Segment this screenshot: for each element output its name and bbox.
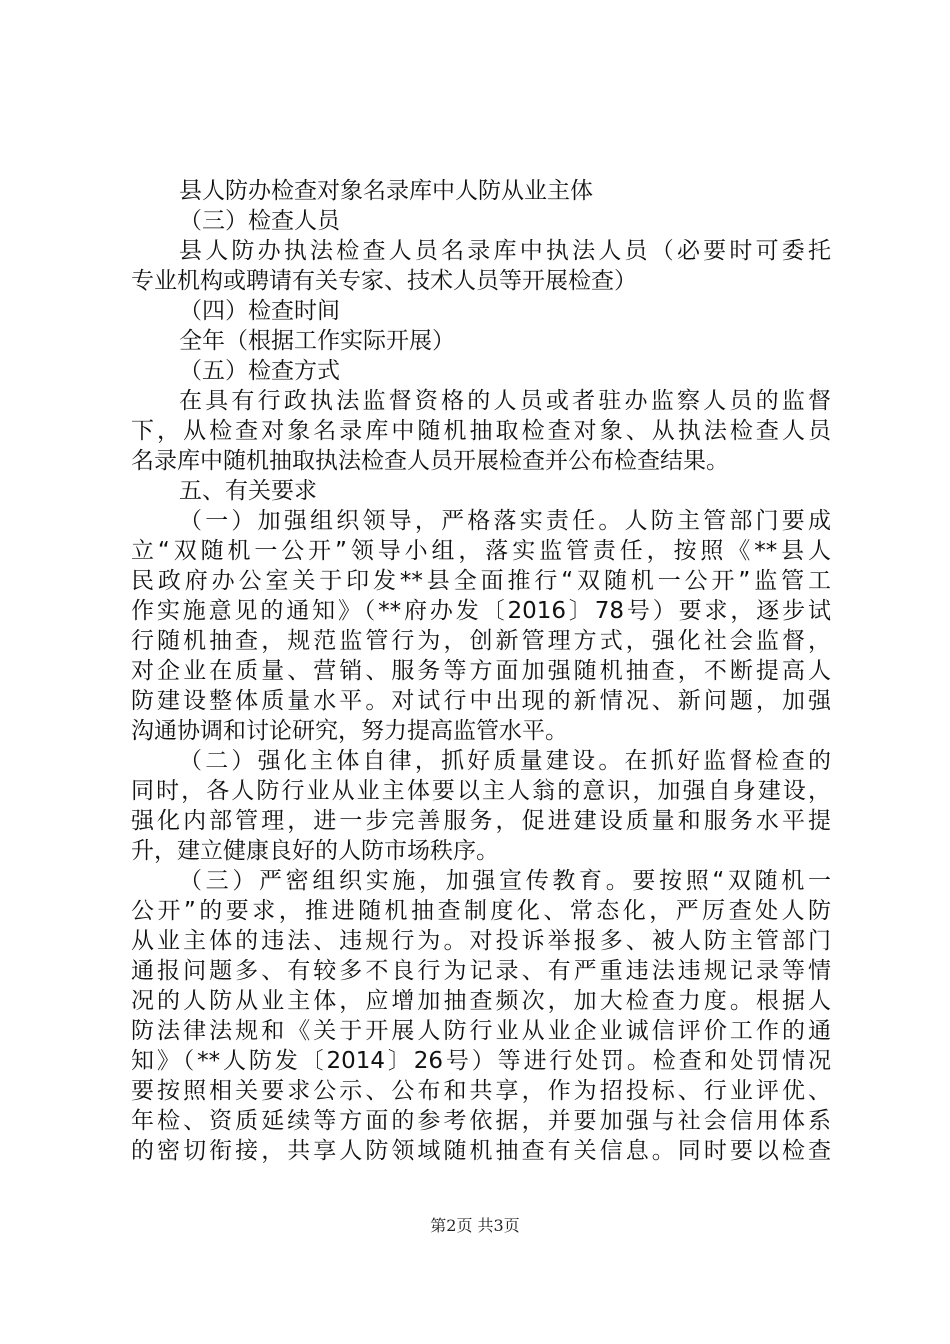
text-line: 民政府办公室关于印发**县全面推行“双随机一公开”监管工 (131, 568, 831, 594)
text-line: 全年（根据工作实际开展） (179, 328, 455, 354)
text-line: （五）检查方式 (179, 358, 340, 384)
text-line: 强化内部管理，进一步完善服务，促进建设质量和服务水平提 (131, 808, 831, 834)
text-line: 防法律法规和《关于开展人防行业从业企业诚信评价工作的通 (131, 1018, 831, 1044)
text-line: 县人防办执法检查人员名录库中执法人员（必要时可委托 (179, 238, 831, 264)
text-line: 知》（**人防发〔2014〕26号）等进行处罚。检查和处罚情况 (131, 1048, 831, 1074)
page-footer: 第2页 共3页 (430, 1216, 520, 1235)
text-line: 对企业在质量、营销、服务等方面加强随机抽查，不断提高人 (131, 658, 831, 684)
text-line: 行随机抽查，规范监管行为，创新管理方式，强化社会监督， (131, 628, 831, 654)
text-line: 况的人防从业主体，应增加抽查频次，加大检查力度。根据人 (131, 988, 831, 1014)
text-line: （一）加强组织领导，严格落实责任。人防主管部门要成 (179, 508, 831, 534)
text-line: 名录库中随机抽取执法检查人员开展检查并公布检查结果。 (131, 448, 729, 474)
text-line: 从业主体的违法、违规行为。对投诉举报多、被人防主管部门 (131, 928, 831, 954)
text-line: 要按照相关要求公示、公布和共享，作为招投标、行业评优、 (131, 1078, 831, 1104)
text-line: （三）检查人员 (179, 208, 340, 234)
text-line: （二）强化主体自律，抓好质量建设。在抓好监督检查的 (179, 748, 831, 774)
text-line: 升，建立健康良好的人防市场秩序。 (131, 838, 499, 864)
text-line: 专业机构或聘请有关专家、技术人员等开展检查） (131, 268, 637, 294)
text-line: 沟通协调和讨论研究，努力提高监管水平。 (131, 718, 568, 744)
document-body (131, 176, 831, 1166)
text-line: 在具有行政执法监督资格的人员或者驻办监察人员的监督 (179, 388, 831, 414)
text-line: （四）检查时间 (179, 298, 340, 324)
text-line: 通报问题多、有较多不良行为记录、有严重违法违规记录等情 (131, 958, 831, 984)
text-line: 五、有关要求 (179, 478, 317, 504)
text-line: 公开”的要求，推进随机抽查制度化、常态化，严厉查处人防 (131, 898, 831, 924)
text-line: 防建设整体质量水平。对试行中出现的新情况、新问题，加强 (131, 688, 831, 714)
text-line: 的密切衔接，共享人防领域随机抽查有关信息。同时要以检查 (131, 1138, 831, 1164)
text-line: 县人防办检查对象名录库中人防从业主体 (179, 178, 593, 204)
text-line: 下，从检查对象名录库中随机抽取检查对象、从执法检查人员 (131, 418, 831, 444)
text-line: 年检、资质延续等方面的参考依据，并要加强与社会信用体系 (131, 1108, 831, 1134)
text-line: 同时，各人防行业从业主体要以主人翁的意识，加强自身建设， (131, 778, 831, 804)
text-line: 立“双随机一公开”领导小组，落实监管责任，按照《**县人 (131, 538, 831, 564)
text-line: 作实施意见的通知》（**府办发〔2016〕78号）要求，逐步试 (131, 598, 831, 624)
text-line: （三）严密组织实施，加强宣传教育。要按照“双随机一 (179, 868, 831, 894)
